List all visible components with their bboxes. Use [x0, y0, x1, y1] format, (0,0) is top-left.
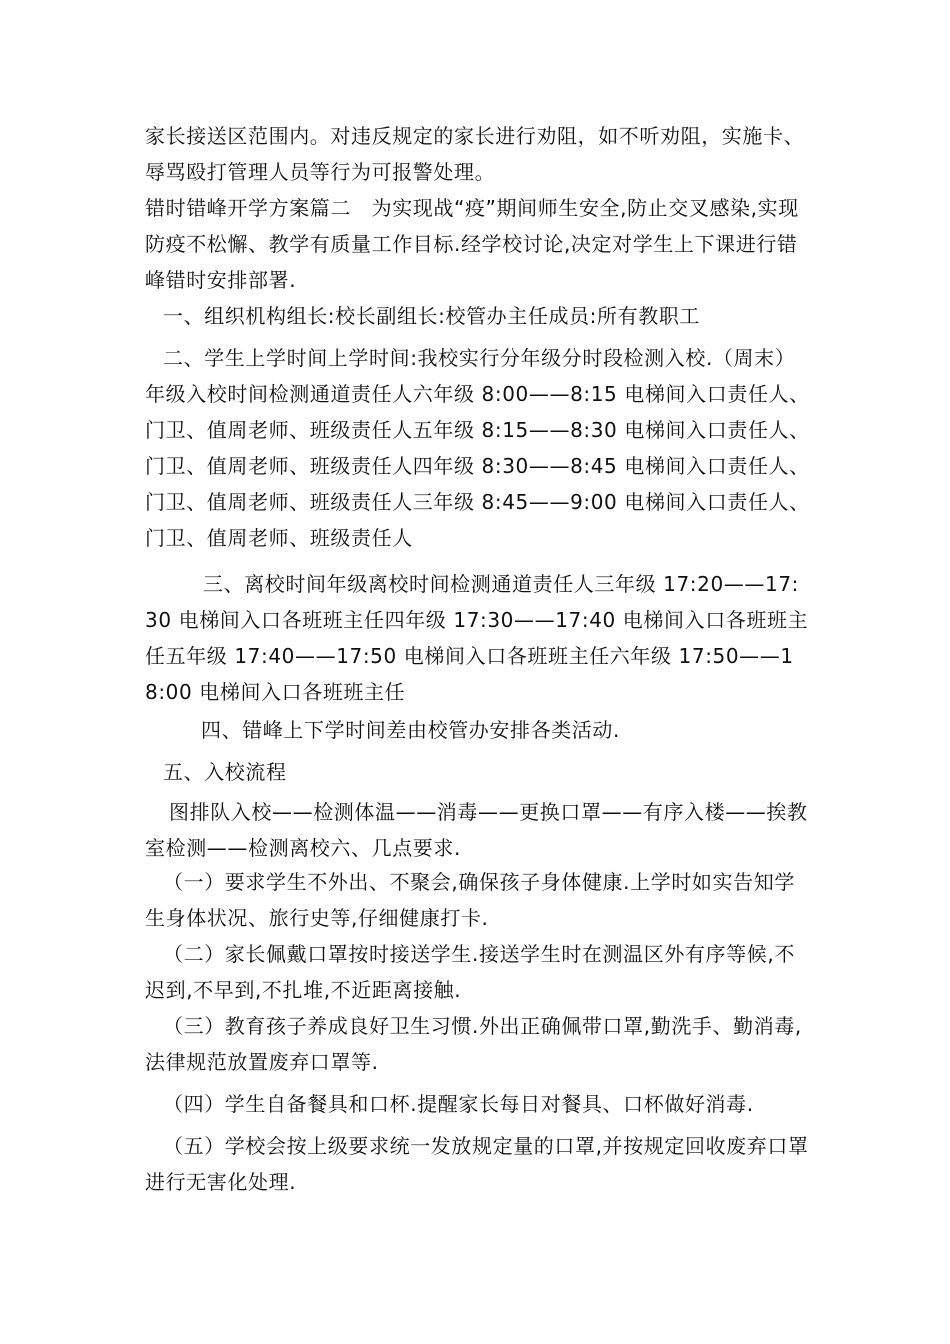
paragraph-staggered-activities: 四、错峰上下学时间差由校管办安排各类活动. — [201, 718, 620, 742]
paragraph-arrival-schedule: 二、学生上学时间上学时间:我校实行分年级分时段检测入校.（周末）年级入校时间检测通道责任人六年级 8:00——8:15 电梯间入口责任人、门卫、值周老师、班级责任人五年级 8:15——8:30 电梯间入口责任人、门卫、值周老师、班级责任人四年级 8:30——8:45 电梯间入口责任人、门卫、值周老师、班级责任人三年级 8:45——9:00 电梯间入口责任人、门卫、值周老师、班级责任人 — [145, 346, 810, 550]
paragraph-requirement-3: （三）教育孩子养成良好卫生习惯.外出正确佩带口罩,勤洗手、勤消毒,法律规范放置废弃口罩等. — [145, 1014, 802, 1074]
paragraph-departure-schedule: 三、离校时间年级离校时间检测通道责任人三年级 17:20——17:30 电梯间入口各班班主任四年级 17:30——17:40 电梯间入口各班班主任五年级 17:40——17:50 电梯间入口各班班主任六年级 17:50——18:00 电梯间入口各班班主任 — [145, 572, 809, 704]
paragraph-entry-process-heading: 五、入校流程 — [163, 760, 287, 784]
paragraph-entry-process: 图排队入校——检测体温——消毒——更换口罩——有序入楼——挨教室检测——检测离校六、几点要求. — [145, 800, 808, 860]
paragraph-requirement-5: （五）学校会按上级要求统一发放规定量的口罩,并按规定回收废弃口罩进行无害化处理. — [145, 1134, 809, 1194]
paragraph-parent-dropoff: 家长接送区范围内。对违反规定的家长进行劝阻，如不听劝阻，实施卡、辱骂殴打管理人员等行为可报警处理。 — [145, 124, 805, 184]
paragraph-requirement-2: （二）家长佩戴口罩按时接送学生.接送学生时在测温区外有序等候,不迟到,不早到,不扎堆,不近距离接触. — [145, 942, 795, 1002]
paragraph-organization: 一、组织机构组长:校长副组长:校管办主任成员:所有教职工 — [163, 304, 701, 328]
paragraph-requirement-4: （四）学生自备餐具和口杯.提醒家长每日对餐具、口杯做好消毒. — [163, 1092, 754, 1116]
paragraph-requirement-1: （一）要求学生不外出、不聚会,确保孩子身体健康.上学时如实告知学生身体状况、旅行史等,仔细健康打卡. — [145, 870, 795, 930]
paragraph-plan-two-intro: 错时错峰开学方案篇二 为实现战“疫”期间师生安全,防止交叉感染,实现防疫不松懈、教学有质量工作目标.经学校讨论,决定对学生上下课进行错峰错时安排部署. — [145, 196, 799, 292]
